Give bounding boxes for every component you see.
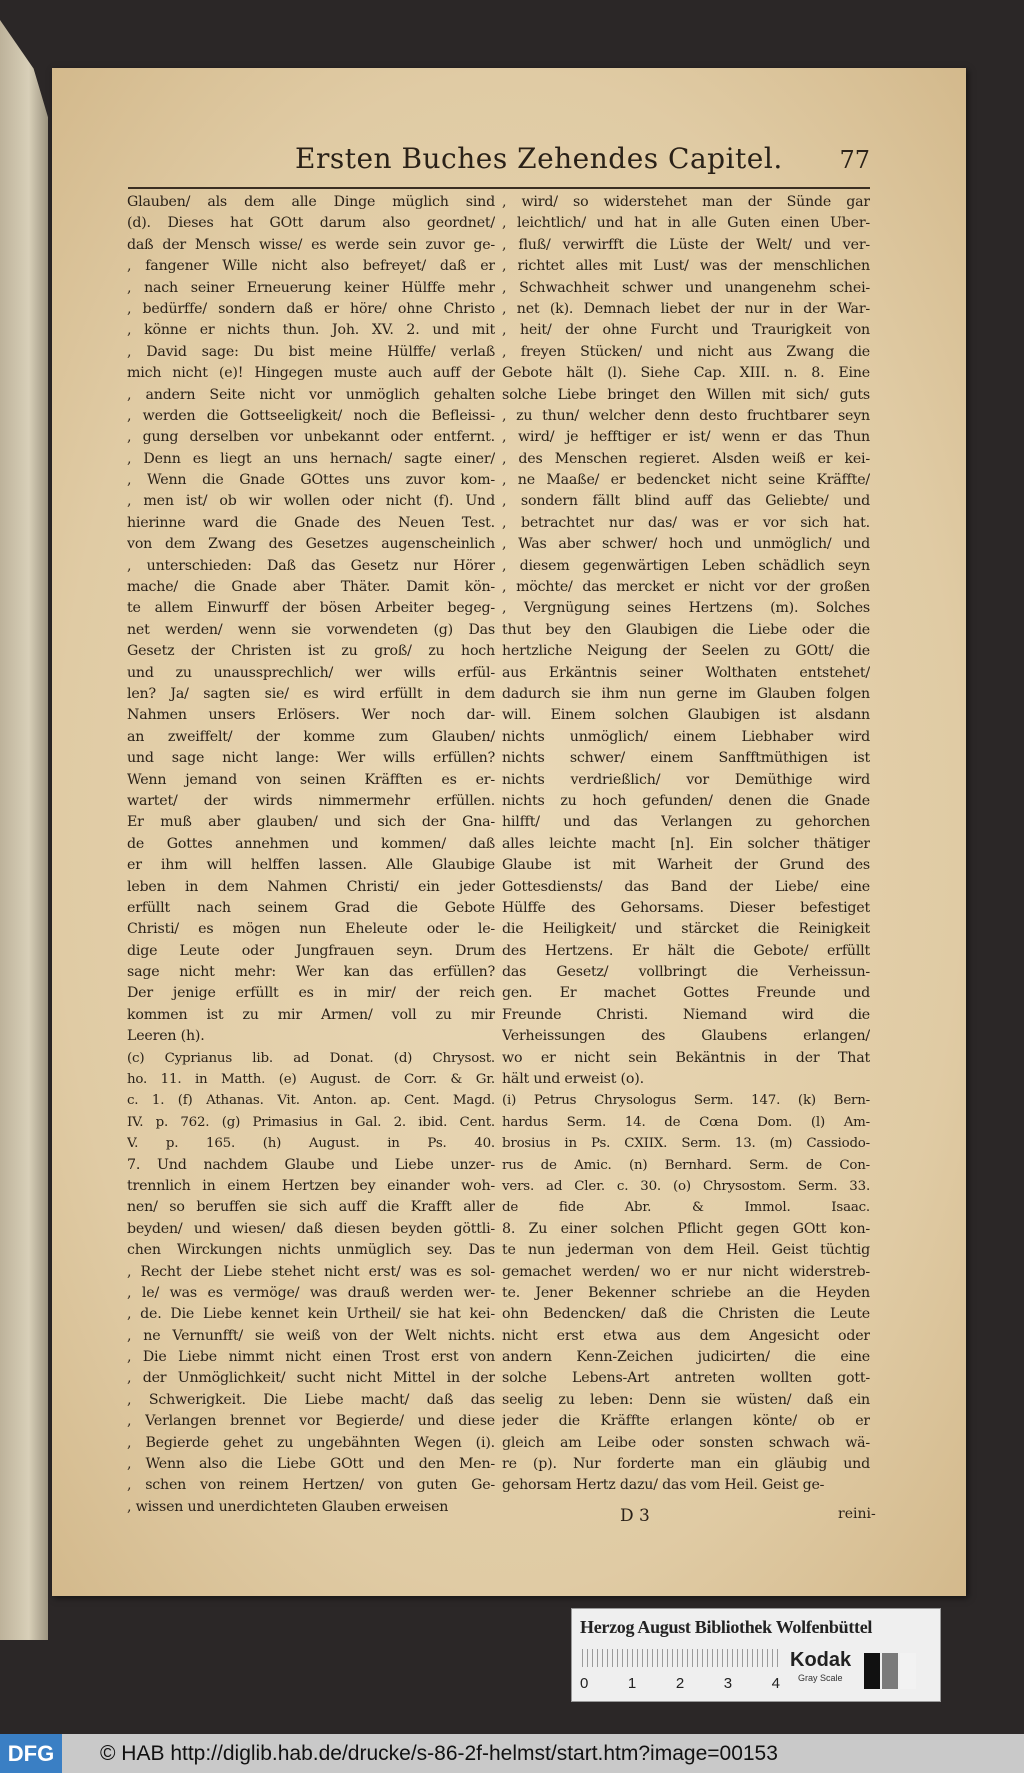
text-line: , bedürffe/ sondern daß er höre/ ohne Christo (127, 300, 495, 317)
text-line: , Was aber schwer/ hoch und unmöglich/ und (502, 536, 870, 553)
ruler-label: 0 (580, 1675, 589, 1692)
text-line: , Vergnügung seines Hertzens (m). Solches (502, 600, 870, 617)
text-line: , gung derselben vor unbekannt oder entfernt. (127, 429, 495, 446)
text-line: , fluß/ verwirfft die Lüste der Welt/ und ver- (502, 236, 870, 253)
text-line: chen Wirckungen nichts unmüglich sey. Das (127, 1242, 495, 1259)
ruler-label: 1 (627, 1675, 637, 1692)
text-line: nichts zu hoch gefunden/ denen die Gnade (502, 792, 870, 809)
footnote-line: (i) Petrus Chrysologus Serm. 147. (k) Bern- (502, 1093, 870, 1109)
text-line: Freunde Christi. Niemand wird die (502, 1006, 870, 1023)
text-line: nen/ so beruffen sie sich auff die Krafft aller (127, 1199, 495, 1216)
text-line: te allem Einwurff der bösen Arbeiter begeg- (127, 600, 495, 617)
text-line: , Wenn die Gnade GOttes uns zuvor kom- (127, 472, 495, 489)
chapter-title: Ersten Buches Zehendes Capitel. (295, 142, 783, 175)
text-line: , le/ was es vermöge/ was drauß werden wer- (127, 1284, 495, 1301)
text-line: wo er nicht sein Bekäntnis in der That (502, 1049, 870, 1066)
text-line: des Hertzens. Er hält die Gebote/ erfüllt (502, 942, 870, 959)
library-name: Herzog August Bibliothek Wolfenbüttel (580, 1617, 873, 1637)
text-line: nichts verdrießlich/ vor Demüthige wird (502, 771, 870, 788)
text-line: , sondern fällt blind auff das Geliebte/ und (502, 493, 870, 510)
footnote-line: ho. 11. in Matth. (e) August. de Corr. & Gr. (127, 1072, 495, 1088)
text-line: 7. Und nachdem Glaube und Liebe unzer- (127, 1156, 495, 1173)
text-line: wartet/ der wirds nimmermehr erfüllen. (127, 792, 495, 809)
text-line: hält und erweist (o). (502, 1071, 644, 1088)
text-line: , ne Vernunfft/ sie weiß von der Welt nichts. (127, 1327, 495, 1344)
text-line: , Wenn also die Liebe GOtt und den Men- (127, 1456, 495, 1473)
text-line: alles leichte macht [n]. Ein solcher thätiger (502, 835, 870, 852)
text-line: , men ist/ ob wir wollen oder nicht (f). Und (127, 493, 495, 510)
text-line: hilfft/ und das Verlangen zu gehorchen (502, 814, 870, 831)
text-line: nichts schwer/ einem Sanfftmüthigen ist (502, 750, 870, 767)
text-line: solche Lebens-Art antreten wollten gott- (502, 1370, 870, 1387)
text-line: Der jenige erfüllt es in mir/ der reich (127, 985, 495, 1002)
copyright-link[interactable]: © HAB http://diglib.hab.de/drucke/s-86-2f-helmst/start.htm?image=00153 (100, 1742, 778, 1765)
text-line: ohn Bedencken/ daß die Christen die Leute (502, 1306, 870, 1323)
text-line: Gottesdiensts/ das Band der Liebe/ eine (502, 878, 870, 895)
text-line: trennlich in einem Hertzen bey einander woh- (127, 1177, 495, 1194)
text-line: Leeren (h). (127, 1028, 205, 1045)
text-line: Nahmen unsers Erlösers. Wer noch dar- (127, 707, 495, 724)
text-line: , Begierde gehet zu ungebähnten Wegen (i). (127, 1434, 495, 1451)
gray-swatch-mid (882, 1653, 898, 1689)
text-line: nichts unmöglich/ einem Liebhaber wird (502, 728, 870, 745)
text-line: , de. Die Liebe kennet kein Urtheil/ sie hat kei- (127, 1306, 495, 1323)
text-line: Wenn jemand von seinen Kräfften es er- (127, 771, 495, 788)
footnote-line: hardus Serm. 14. de Cœna Dom. (l) Am- (502, 1114, 870, 1130)
text-line: , ne Maaße/ er bedencket nicht seine Kräffte/ (502, 472, 870, 489)
footnote-line: V. p. 165. (h) August. in Ps. 40. (127, 1136, 495, 1152)
page-number: 77 (839, 146, 870, 174)
text-line: , betrachtet nur das/ was er vor sich hat. (502, 514, 870, 531)
text-line: de Gottes annehmen und kommen/ daß (127, 835, 495, 852)
text-line: , möchte/ das mercket er nicht vor der großen (502, 579, 870, 596)
text-line: te nun jederman von dem Heil. Geist tüchtig (502, 1242, 870, 1259)
text-line: re (p). Nur forderte man ein gläubig und (502, 1456, 870, 1473)
text-line: , leichtlich/ und hat in alle Guten einen Uber- (502, 215, 870, 232)
text-line: gemachet werden/ wo er nur nicht widerstreb- (502, 1263, 870, 1280)
text-line: , andern Seite nicht vor unmöglich gehalten (127, 386, 495, 403)
text-line: und sage nicht lange: Wer wills erfüllen? (127, 750, 495, 767)
text-line: Verheissungen des Glaubens erlangen/ (502, 1028, 870, 1045)
text-line: , heit/ der ohne Furcht und Traurigkeit von (502, 322, 870, 339)
running-header (245, 138, 870, 182)
facing-page-edge (0, 20, 48, 1640)
text-line: Gesetz der Christen ist zu groß/ zu hoch (127, 643, 495, 660)
text-line: leben in dem Nahmen Christi/ ein jeder (127, 878, 495, 895)
text-line: das Gesetz/ vollbringt die Verheissun- (502, 964, 870, 981)
text-line: Hülffe des Gehorsams. Dieser befestiget (502, 899, 870, 916)
text-line: andern Kenn-Zeichen judicirten/ die eine (502, 1349, 870, 1366)
text-line: und zu unaussprechlich/ wer wills erfül- (127, 664, 495, 681)
right-column (502, 192, 870, 1497)
text-line: len? Ja/ sagten sie/ es wird erfüllt in dem (127, 685, 495, 702)
text-line: , Schwerigkeit. Die Liebe macht/ daß das (127, 1391, 495, 1408)
text-line: sage nicht mehr: Wer kan das erfüllen? (127, 964, 495, 981)
text-line: dadurch sie ihm nun gerne im Glauben folgen (502, 685, 870, 702)
text-line: nicht erst etwa aus dem Angesicht oder (502, 1327, 870, 1344)
text-line: gehorsam Hertz dazu/ das vom Heil. Geist ge- (502, 1477, 825, 1494)
text-line: , net (k). Demnach liebet der nur in der War- (502, 300, 870, 317)
dfg-logo: DFG (0, 1734, 62, 1773)
text-line: thut bey den Glaubigen die Liebe oder die (502, 621, 870, 638)
text-line: , werden die Gottseeligkeit/ noch die Befleissi- (127, 407, 495, 424)
ruler-label: 4 (771, 1675, 780, 1692)
text-line: , der Unmöglichkeit/ sucht nicht Mittel in der (127, 1370, 495, 1387)
text-line: Glaube ist mit Warheit der Grund des (502, 857, 870, 874)
text-line: kommen ist zu mir Armen/ voll zu mir (127, 1006, 495, 1023)
text-line: , Denn es liegt an uns hernach/ sagte einer/ (127, 450, 495, 467)
text-line: , fangener Wille nicht also befreyet/ daß er (127, 258, 495, 275)
text-line: gleich am Leibe oder sonsten schwach wä- (502, 1434, 870, 1451)
text-line: beyden/ und wiesen/ daß diesen beyden göttli- (127, 1220, 495, 1237)
text-line: Glauben/ als dem alle Dinge müglich sind (127, 194, 495, 210)
text-line: , Recht der Liebe stehet nicht erst/ was es sol- (127, 1263, 495, 1280)
text-line: , wird/ so widerstehet man der Sünde gar (502, 194, 870, 210)
text-line: mache/ die Gnade aber Thäter. Damit kön- (127, 579, 495, 596)
text-line: seelig zu leben: Denn sie wüsten/ daß ein (502, 1391, 870, 1408)
text-line: jeder die Kräffte erlangen könte/ ob er (502, 1413, 870, 1430)
text-line: , des Menschen regieret. Alsden weiß er kei- (502, 450, 870, 467)
text-line: die Heiligkeit/ und stärcket die Reinigkeit (502, 921, 870, 938)
footnote-line: vers. ad Cler. c. 30. (o) Chrysostom. Serm. 33. (502, 1178, 870, 1194)
scale-ruler (582, 1649, 782, 1667)
text-line: , schen von reinem Hertzen/ von guten Ge- (127, 1477, 495, 1494)
text-line: daß der Mensch wisse/ es werde sein zuvor ge- (127, 236, 495, 253)
kodak-brand: Kodak (790, 1649, 852, 1671)
text-line: te. Jener Bekenner schriebe an die Heyden (502, 1284, 870, 1301)
text-line: , richtet alles mit Lust/ was der menschlichen (502, 258, 870, 275)
ruler-label: 2 (675, 1675, 685, 1692)
text-line: , wird/ je hefftiger er ist/ wenn er das Thun (502, 429, 870, 446)
text-line: 8. Zu einer solchen Pflicht gegen GOtt kon- (502, 1220, 870, 1237)
text-line: , Verlangen brennet vor Begierde/ und diese (127, 1413, 495, 1430)
text-line: Christi/ es mögen nun Eheleute oder le- (127, 921, 495, 938)
text-line: Gebote hält (l). Siehe Cap. XIII. n. 8. Eine (502, 365, 870, 382)
text-line: hertzliche Neigung der Seelen zu GOtt/ die (502, 643, 870, 660)
text-line: von dem Zwang des Gesetzes augenscheinlich (127, 536, 495, 553)
text-line: , unterschieden: Daß das Gesetz nur Hörer (127, 557, 495, 574)
text-line: aus Erkäntnis seiner Wolthaten entstehet/ (502, 664, 870, 681)
text-line: gen. Er machet Gottes Freunde und (502, 985, 870, 1002)
header-rule (128, 187, 870, 189)
gray-scale-label: Gray Scale (798, 1673, 843, 1683)
text-line: erfüllt nach seinem Grad die Gebote (127, 899, 495, 916)
footnote-line: c. 1. (f) Athanas. Vit. Anton. ap. Cent. Magd. (127, 1093, 495, 1109)
text-line: solche Liebe bringet den Willen mit sich/ guts (502, 386, 870, 403)
left-column (127, 192, 495, 1518)
text-line: , freyen Stücken/ und nicht aus Zwang die (502, 343, 870, 360)
footnote-line: (c) Cyprianus lib. ad Donat. (d) Chrysost. (127, 1050, 495, 1066)
text-line: Er muß aber glauben/ und sich der Gna- (127, 814, 495, 831)
color-calibration-card (571, 1608, 941, 1702)
gray-swatch-white (900, 1653, 916, 1689)
footnote-line: rus de Amic. (n) Bernhard. Serm. de Con- (502, 1157, 870, 1173)
footnote-line: brosius in Ps. CXIIX. Serm. 13. (m) Cassiodo- (502, 1136, 870, 1152)
text-line: er ihm will helffen lassen. Alle Glaubige (127, 857, 495, 874)
text-line: (d). Dieses hat GOtt darum also geordnet/ (127, 215, 495, 232)
text-line: , David sage: Du bist meine Hülffe/ verlaß (127, 343, 495, 360)
text-line: , Die Liebe nimmt nicht einen Trost erst von (127, 1349, 495, 1366)
footer-bar (0, 1734, 1024, 1773)
text-line: an zweiffelt/ der komme zum Glauben/ (127, 728, 495, 745)
text-line: , diesem gegenwärtigen Leben schädlich seyn (502, 557, 870, 574)
gray-swatch-black (864, 1653, 880, 1689)
text-line: , nach seiner Erneuerung keiner Hülffe mehr (127, 279, 495, 296)
catchword: reini- (838, 1506, 876, 1522)
signature-mark: D 3 (620, 1506, 650, 1526)
text-line: dige Leute oder Jungfrauen seyn. Drum (127, 942, 495, 959)
text-line: hierinne ward die Gnade des Neuen Test. (127, 514, 495, 531)
footnote-line: IV. p. 762. (g) Primasius in Gal. 2. ibid. Cent. (127, 1114, 495, 1130)
footnote-line: de fide Abr. & Immol. Isaac. (502, 1200, 870, 1216)
text-line: will. Einem solchen Glaubigen ist alsdann (502, 707, 870, 724)
text-line: , zu thun/ welcher denn desto fruchtbarer seyn (502, 407, 870, 424)
text-line: net werden/ wenn sie vorwendeten (g) Das (127, 621, 495, 638)
ruler-label: 3 (723, 1675, 733, 1692)
ruler-labels (580, 1675, 780, 1692)
text-line: , wissen und unerdichteten Glauben erweisen (127, 1498, 449, 1515)
text-line: mich nicht (e)! Hingegen muste auch auff der (127, 365, 495, 382)
text-line: , könne er nichts thun. Joh. XV. 2. und mit (127, 322, 495, 339)
text-line: , Schwachheit schwer und unangenehm schei- (502, 279, 870, 296)
